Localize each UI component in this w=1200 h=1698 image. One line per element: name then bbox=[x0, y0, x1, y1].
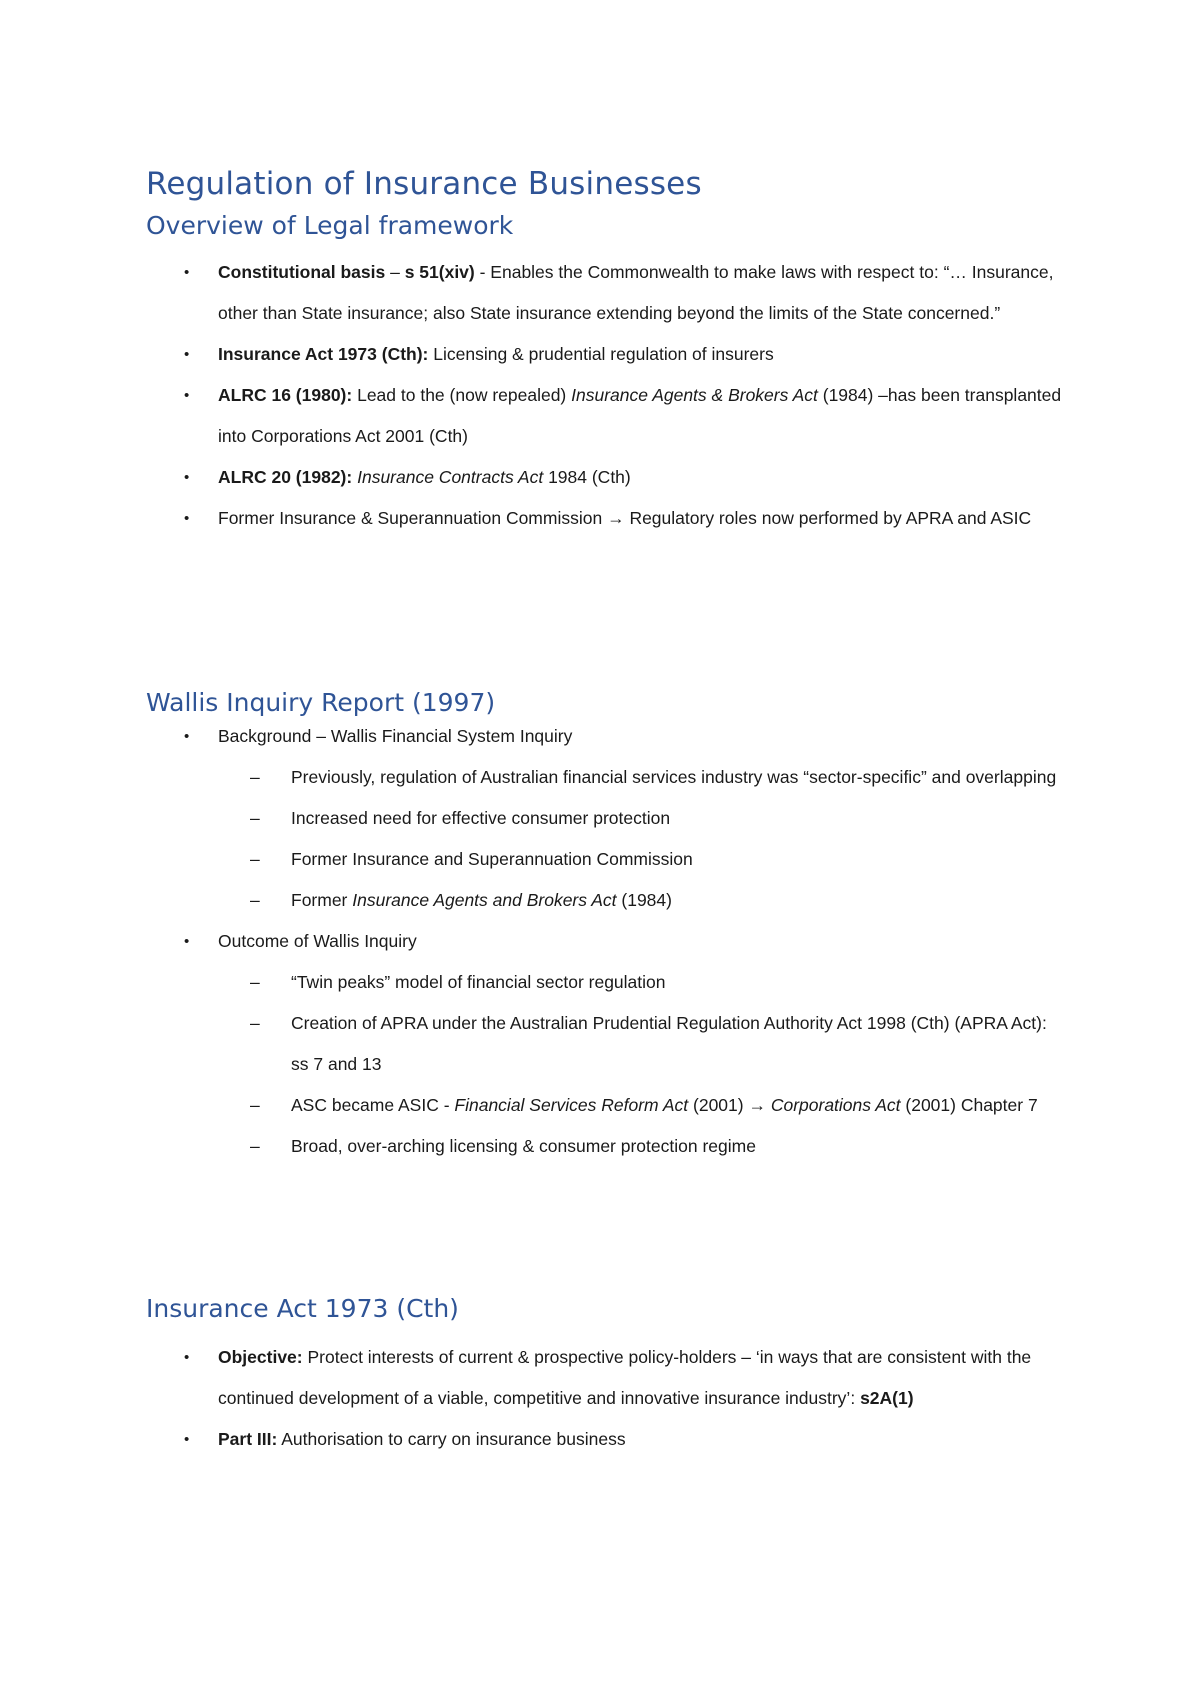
item-text: Licensing & prudential regulation of insurers bbox=[428, 344, 774, 364]
insurance-act-list bbox=[0, 1337, 1200, 1460]
dash-icon: – bbox=[250, 890, 260, 910]
sub-list-item bbox=[0, 962, 1068, 1003]
bullet-icon: • bbox=[184, 1349, 190, 1366]
list-item bbox=[0, 375, 1068, 457]
sub-list-item bbox=[0, 839, 1068, 880]
sub-list-item bbox=[0, 1126, 1068, 1167]
bullet-icon: • bbox=[184, 1431, 190, 1448]
list-item bbox=[0, 457, 1068, 498]
list-item bbox=[0, 334, 1068, 375]
dash-icon: – bbox=[250, 1013, 260, 1033]
item-text: Protect interests of current & prospective policy-holders – ‘in ways that are consistent with the continued development of a viable, competitive and innovative insurance industry’: bbox=[218, 1347, 1032, 1408]
item-text: Former Insurance & Superannuation Commission bbox=[218, 508, 608, 528]
dash-icon: – bbox=[250, 972, 260, 992]
item-text: Previously, regulation of Australian financial services industry was “sector-specific” and overlapping bbox=[291, 767, 1057, 787]
arrow-right-icon: → bbox=[607, 508, 625, 528]
list-item bbox=[0, 921, 1068, 962]
dash-icon: – bbox=[250, 767, 260, 787]
dash-icon: – bbox=[250, 849, 260, 869]
item-bold-text: Constitutional basis bbox=[218, 262, 386, 282]
item-text: (1984) bbox=[616, 890, 672, 910]
item-text: Creation of APRA under the Australian Prudential Regulation Authority Act 1998 (Cth) (APRA Act): ss 7 and 13 bbox=[291, 1013, 1047, 1074]
wallis-list bbox=[0, 716, 1200, 1167]
list-item bbox=[0, 1419, 1068, 1460]
item-text: Former Insurance and Superannuation Commission bbox=[291, 849, 693, 869]
sub-list-item bbox=[0, 798, 1068, 839]
list-item bbox=[0, 252, 1068, 334]
item-bold-text: Objective: bbox=[218, 1347, 303, 1367]
dash-icon: – bbox=[250, 1095, 260, 1115]
item-italic-text: Insurance Contracts Act bbox=[357, 467, 544, 487]
item-text: – bbox=[385, 262, 405, 282]
bullet-icon: • bbox=[184, 264, 190, 281]
item-bold-text: Insurance Act 1973 (Cth): bbox=[218, 344, 429, 364]
item-bold-text: ALRC 20 (1982): bbox=[218, 467, 353, 487]
sub-list-item bbox=[0, 757, 1068, 798]
item-italic-text: Financial Services Reform Act bbox=[454, 1095, 689, 1115]
item-italic-text: Corporations Act bbox=[770, 1095, 901, 1115]
item-text: (1984) –has been transplanted into Corporations Act 2001 (Cth) bbox=[218, 385, 1062, 446]
item-text: Background – Wallis Financial System Inquiry bbox=[218, 726, 573, 746]
section-heading-overview: Overview of Legal framework bbox=[146, 211, 514, 240]
overview-list bbox=[0, 252, 1200, 539]
section-heading-wallis: Wallis Inquiry Report (1997) bbox=[146, 688, 496, 717]
item-text: ASC became ASIC - bbox=[291, 1095, 455, 1115]
bullet-icon: • bbox=[184, 346, 190, 363]
item-text: (2001) Chapter 7 bbox=[900, 1095, 1038, 1115]
item-text: Authorisation to carry on insurance business bbox=[277, 1429, 626, 1449]
sub-list-item bbox=[0, 1085, 1068, 1126]
section-heading-insurance-act: Insurance Act 1973 (Cth) bbox=[146, 1294, 459, 1323]
item-text: Increased need for effective consumer protection bbox=[291, 808, 671, 828]
bullet-icon: • bbox=[184, 469, 190, 486]
item-italic-text: Insurance Agents & Brokers Act bbox=[571, 385, 818, 405]
item-text: 1984 (Cth) bbox=[543, 467, 631, 487]
item-text: - Enables the Commonwealth to make laws with respect to: “… Insurance, other than State insurance; also State insurance extending beyond the limits of the State concerned.” bbox=[218, 262, 1054, 323]
bullet-icon: • bbox=[184, 728, 190, 745]
item-bold-text: ALRC 16 (1980): bbox=[218, 385, 353, 405]
list-item bbox=[0, 716, 1068, 757]
list-item bbox=[0, 1337, 1068, 1419]
bullet-icon: • bbox=[184, 933, 190, 950]
item-text: Former bbox=[291, 890, 353, 910]
item-italic-text: Insurance Agents and Brokers Act bbox=[352, 890, 617, 910]
item-text: Regulatory roles now performed by APRA and ASIC bbox=[624, 508, 1032, 528]
dash-icon: – bbox=[250, 808, 260, 828]
page-title: Regulation of Insurance Businesses bbox=[146, 166, 702, 202]
arrow-right-icon: → bbox=[748, 1095, 766, 1115]
item-text: Outcome of Wallis Inquiry bbox=[218, 931, 417, 951]
dash-icon: – bbox=[250, 1136, 260, 1156]
bullet-icon: • bbox=[184, 387, 190, 404]
item-text: Broad, over-arching licensing & consumer protection regime bbox=[291, 1136, 756, 1156]
bullet-icon: • bbox=[184, 510, 190, 527]
item-text: “Twin peaks” model of financial sector regulation bbox=[291, 972, 666, 992]
item-bold-text: s 51(xiv) bbox=[404, 262, 475, 282]
item-text: Lead to the (now repealed) bbox=[352, 385, 572, 405]
sub-list-item bbox=[0, 880, 1068, 921]
item-text: (2001) bbox=[688, 1095, 749, 1115]
item-bold-text: Part III: bbox=[218, 1429, 278, 1449]
item-bold-text: s2A(1) bbox=[860, 1388, 914, 1408]
list-item bbox=[0, 498, 1068, 539]
sub-list-item bbox=[0, 1003, 1068, 1085]
